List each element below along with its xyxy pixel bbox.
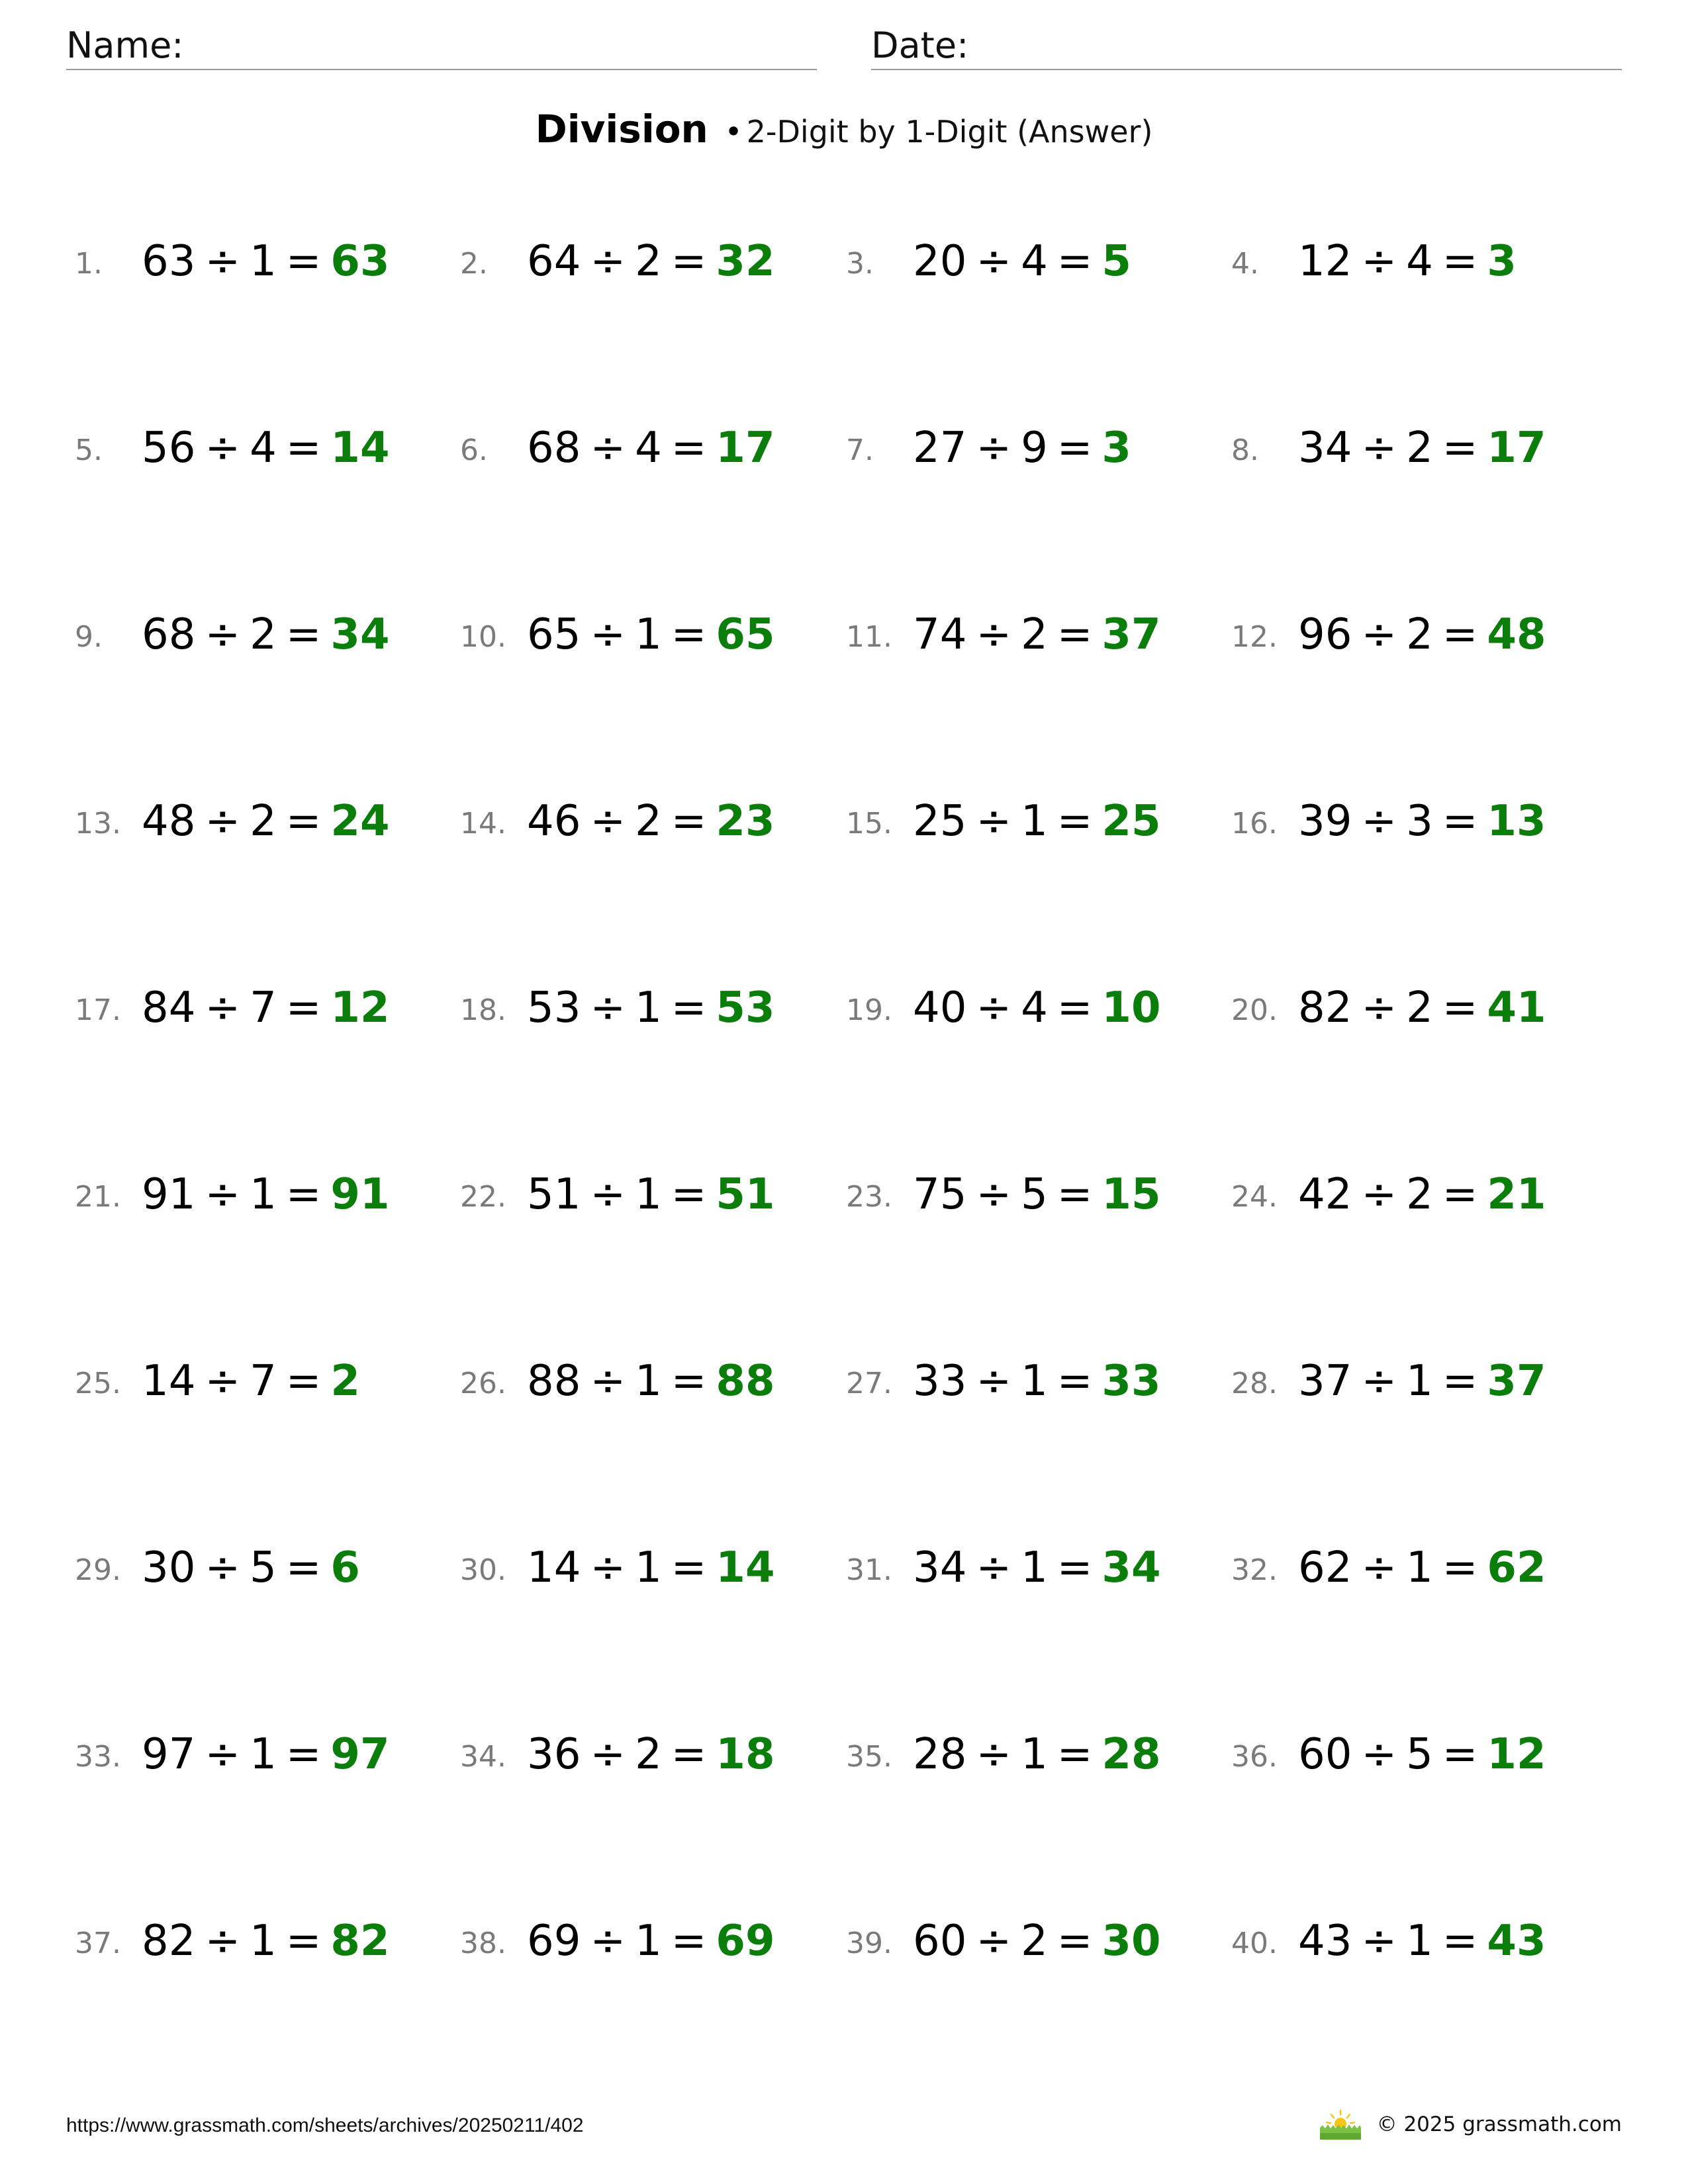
dividend: 96: [1298, 610, 1352, 659]
divisor: 1: [1021, 797, 1048, 846]
answer: 53: [716, 983, 775, 1032]
division-operator: ÷: [590, 1170, 626, 1219]
divisor: 1: [250, 1730, 277, 1779]
answer: 51: [716, 1170, 775, 1219]
problem-number: 40.: [1231, 1927, 1278, 1960]
problem-expression: [527, 795, 774, 848]
division-operator: ÷: [976, 1357, 1012, 1406]
divisor: 2: [250, 610, 277, 659]
problem-number: 19.: [846, 993, 892, 1027]
equals-sign: =: [285, 1170, 322, 1219]
division-operator: ÷: [590, 797, 626, 846]
equals-sign: =: [671, 1917, 707, 1966]
answer: 97: [330, 1730, 390, 1779]
division-operator: ÷: [205, 1543, 241, 1592]
dividend: 69: [527, 1917, 581, 1966]
division-operator: ÷: [205, 797, 241, 846]
problem-expression: [1298, 795, 1546, 848]
name-label: Name:: [66, 24, 184, 66]
dividend: 60: [913, 1917, 967, 1966]
dividend: 53: [527, 983, 581, 1032]
problem-number: 15.: [846, 807, 892, 841]
dividend: 27: [913, 424, 967, 473]
divisor: 2: [1406, 610, 1433, 659]
divisor: 1: [635, 983, 662, 1032]
division-operator: ÷: [976, 797, 1012, 846]
answer: 41: [1487, 983, 1546, 1032]
equals-sign: =: [1056, 1730, 1093, 1779]
dividend: 63: [142, 237, 196, 286]
dividend: 37: [1298, 1357, 1352, 1406]
date-field[interactable]: [871, 23, 1622, 70]
problem-number: 29.: [75, 1553, 121, 1587]
problem-expression: [913, 422, 1131, 475]
dividend: 64: [527, 237, 581, 286]
division-operator: ÷: [590, 237, 626, 286]
equals-sign: =: [1056, 1357, 1093, 1406]
title-subtitle: 2-Digit by 1-Digit (Answer): [746, 114, 1153, 150]
problem-number: 35.: [846, 1740, 892, 1774]
problem-number: 24.: [1231, 1180, 1278, 1214]
answer: 5: [1102, 237, 1131, 286]
problem-number: 32.: [1231, 1553, 1278, 1587]
division-operator: ÷: [205, 1170, 241, 1219]
problem-expression: [913, 795, 1160, 848]
answer: 69: [716, 1917, 775, 1966]
divisor: 3: [1406, 797, 1433, 846]
equals-sign: =: [1442, 983, 1478, 1032]
divisor: 7: [250, 1357, 277, 1406]
divisor: 2: [1406, 424, 1433, 473]
divisor: 1: [635, 1543, 662, 1592]
problem-expression: [142, 1915, 389, 1968]
divisor: 1: [635, 1357, 662, 1406]
division-operator: ÷: [590, 610, 626, 659]
divisor: 2: [1021, 1917, 1048, 1966]
problem-number: 30.: [460, 1553, 506, 1587]
problem-number: 33.: [75, 1740, 121, 1774]
dividend: 88: [527, 1357, 581, 1406]
division-operator: ÷: [590, 983, 626, 1032]
answer: 10: [1102, 983, 1161, 1032]
answer: 62: [1487, 1543, 1546, 1592]
divisor: 1: [635, 1917, 662, 1966]
answer: 3: [1487, 237, 1517, 286]
divisor: 1: [250, 1170, 277, 1219]
equals-sign: =: [285, 237, 322, 286]
answer: 30: [1102, 1917, 1161, 1966]
equals-sign: =: [671, 1543, 707, 1592]
title-main: Division: [535, 107, 708, 152]
answer: 3: [1102, 424, 1131, 473]
division-operator: ÷: [976, 424, 1012, 473]
dividend: 43: [1298, 1917, 1352, 1966]
dividend: 82: [142, 1917, 196, 1966]
divisor: 4: [1021, 983, 1048, 1032]
answer: 48: [1487, 610, 1546, 659]
problem-number: 3.: [846, 247, 874, 281]
divisor: 5: [1021, 1170, 1048, 1219]
answer: 2: [330, 1357, 360, 1406]
dividend: 20: [913, 237, 967, 286]
equals-sign: =: [1442, 1730, 1478, 1779]
problem-expression: [1298, 981, 1546, 1034]
divisor: 4: [635, 424, 662, 473]
equals-sign: =: [671, 1730, 707, 1779]
divisor: 4: [1021, 237, 1048, 286]
dividend: 42: [1298, 1170, 1352, 1219]
answer: 25: [1102, 797, 1161, 846]
problem-expression: [1298, 1915, 1546, 1968]
division-operator: ÷: [590, 1543, 626, 1592]
answer: 14: [330, 424, 390, 473]
divisor: 2: [635, 797, 662, 846]
division-operator: ÷: [1361, 237, 1397, 286]
equals-sign: =: [1056, 797, 1093, 846]
division-operator: ÷: [976, 1730, 1012, 1779]
dividend: 46: [527, 797, 581, 846]
problem-expression: [913, 1541, 1160, 1594]
equals-sign: =: [671, 1170, 707, 1219]
division-operator: ÷: [976, 1917, 1012, 1966]
problem-number: 31.: [846, 1553, 892, 1587]
answer: 14: [716, 1543, 775, 1592]
dividend: 62: [1298, 1543, 1352, 1592]
division-operator: ÷: [205, 983, 241, 1032]
problem-expression: [1298, 422, 1546, 475]
division-operator: ÷: [1361, 1357, 1397, 1406]
divisor: 1: [1406, 1917, 1433, 1966]
dividend: 97: [142, 1730, 196, 1779]
problem-number: 39.: [846, 1927, 892, 1960]
divisor: 2: [1406, 1170, 1433, 1219]
dividend: 75: [913, 1170, 967, 1219]
equals-sign: =: [1056, 237, 1093, 286]
dividend: 14: [142, 1357, 196, 1406]
equals-sign: =: [1056, 1170, 1093, 1219]
divisor: 1: [1021, 1730, 1048, 1779]
answer: 34: [330, 610, 390, 659]
division-operator: ÷: [1361, 983, 1397, 1032]
equals-sign: =: [285, 424, 322, 473]
divisor: 1: [1021, 1357, 1048, 1406]
answer: 12: [330, 983, 390, 1032]
answer: 33: [1102, 1357, 1161, 1406]
problem-number: 18.: [460, 993, 506, 1027]
dividend: 34: [913, 1543, 967, 1592]
dividend: 14: [527, 1543, 581, 1592]
problem-expression: [913, 235, 1131, 288]
problem-number: 4.: [1231, 247, 1259, 281]
problem-expression: [142, 422, 389, 475]
equals-sign: =: [285, 1917, 322, 1966]
equals-sign: =: [1442, 237, 1478, 286]
problem-number: 13.: [75, 807, 121, 841]
problem-number: 14.: [460, 807, 506, 841]
problem-number: 9.: [75, 620, 103, 654]
problem-expression: [913, 1915, 1160, 1968]
equals-sign: =: [1442, 797, 1478, 846]
worksheet-title: [0, 106, 1688, 155]
problem-number: 7.: [846, 433, 874, 467]
answer: 17: [1487, 424, 1546, 473]
division-operator: ÷: [590, 1730, 626, 1779]
answer: 82: [330, 1917, 390, 1966]
problem-number: 5.: [75, 433, 103, 467]
division-operator: ÷: [1361, 1170, 1397, 1219]
divisor: 4: [1406, 237, 1433, 286]
equals-sign: =: [671, 610, 707, 659]
equals-sign: =: [1056, 1917, 1093, 1966]
equals-sign: =: [285, 1357, 322, 1406]
problem-expression: [527, 1168, 774, 1221]
problem-expression: [142, 1728, 389, 1781]
dividend: 34: [1298, 424, 1352, 473]
problem-number: 34.: [460, 1740, 506, 1774]
equals-sign: =: [285, 1730, 322, 1779]
answer: 23: [716, 797, 775, 846]
answer: 32: [716, 237, 775, 286]
dividend: 28: [913, 1730, 967, 1779]
problem-number: 21.: [75, 1180, 121, 1214]
division-operator: ÷: [590, 1917, 626, 1966]
divisor: 1: [250, 1917, 277, 1966]
equals-sign: =: [1056, 610, 1093, 659]
problem-expression: [1298, 1541, 1546, 1594]
problem-expression: [913, 1728, 1160, 1781]
dividend: 48: [142, 797, 196, 846]
equals-sign: =: [285, 610, 322, 659]
answer: 12: [1487, 1730, 1546, 1779]
problem-number: 8.: [1231, 433, 1259, 467]
date-label: Date:: [871, 24, 969, 66]
divisor: 2: [1021, 610, 1048, 659]
dividend: 68: [527, 424, 581, 473]
equals-sign: =: [1442, 1917, 1478, 1966]
equals-sign: =: [1442, 1357, 1478, 1406]
dividend: 68: [142, 610, 196, 659]
problem-expression: [527, 608, 774, 661]
problem-expression: [142, 1168, 389, 1221]
dividend: 12: [1298, 237, 1352, 286]
problem-number: 25.: [75, 1367, 121, 1400]
division-operator: ÷: [1361, 797, 1397, 846]
answer: 65: [716, 610, 775, 659]
problem-number: 27.: [846, 1367, 892, 1400]
answer: 63: [330, 237, 390, 286]
division-operator: ÷: [976, 983, 1012, 1032]
problem-expression: [142, 981, 389, 1034]
equals-sign: =: [1442, 424, 1478, 473]
answer: 6: [330, 1543, 360, 1592]
equals-sign: =: [1056, 1543, 1093, 1592]
equals-sign: =: [671, 797, 707, 846]
answer: 24: [330, 797, 390, 846]
problem-number: 1.: [75, 247, 103, 281]
dividend: 60: [1298, 1730, 1352, 1779]
dividend: 65: [527, 610, 581, 659]
equals-sign: =: [1056, 983, 1093, 1032]
division-operator: ÷: [205, 1917, 241, 1966]
problem-number: 2.: [460, 247, 488, 281]
answer: 28: [1102, 1730, 1161, 1779]
divisor: 1: [635, 610, 662, 659]
answer: 88: [716, 1357, 775, 1406]
divisor: 4: [250, 424, 277, 473]
problem-number: 37.: [75, 1927, 121, 1960]
divisor: 1: [1021, 1543, 1048, 1592]
dividend: 25: [913, 797, 967, 846]
dividend: 51: [527, 1170, 581, 1219]
problem-expression: [527, 1728, 774, 1781]
problem-expression: [1298, 1355, 1546, 1408]
problem-expression: [142, 795, 389, 848]
dividend: 36: [527, 1730, 581, 1779]
title-separator: •: [724, 114, 743, 150]
equals-sign: =: [671, 237, 707, 286]
answer: 17: [716, 424, 775, 473]
divisor: 5: [250, 1543, 277, 1592]
dividend: 33: [913, 1357, 967, 1406]
divisor: 2: [635, 237, 662, 286]
divisor: 2: [1406, 983, 1433, 1032]
footer-brand: [1319, 2105, 1622, 2144]
divisor: 1: [635, 1170, 662, 1219]
divisor: 7: [250, 983, 277, 1032]
answer: 15: [1102, 1170, 1161, 1219]
problem-expression: [913, 608, 1160, 661]
dividend: 40: [913, 983, 967, 1032]
dividend: 39: [1298, 797, 1352, 846]
problem-number: 23.: [846, 1180, 892, 1214]
problem-expression: [913, 1355, 1160, 1408]
equals-sign: =: [285, 797, 322, 846]
dividend: 91: [142, 1170, 196, 1219]
answer: 34: [1102, 1543, 1161, 1592]
problem-expression: [527, 235, 774, 288]
division-operator: ÷: [976, 237, 1012, 286]
name-field[interactable]: [66, 23, 817, 70]
division-operator: ÷: [590, 424, 626, 473]
problem-number: 16.: [1231, 807, 1278, 841]
divisor: 5: [1406, 1730, 1433, 1779]
problem-expression: [142, 1355, 360, 1408]
divisor: 1: [1406, 1543, 1433, 1592]
problem-expression: [527, 1915, 774, 1968]
problem-number: 26.: [460, 1367, 506, 1400]
problem-expression: [142, 235, 389, 288]
answer: 37: [1102, 610, 1161, 659]
equals-sign: =: [671, 424, 707, 473]
problem-expression: [1298, 608, 1546, 661]
problem-number: 12.: [1231, 620, 1278, 654]
dividend: 56: [142, 424, 196, 473]
footer-url: https://www.grassmath.com/sheets/archives/20250211/402: [66, 2115, 584, 2136]
problem-expression: [142, 608, 389, 661]
equals-sign: =: [1442, 1170, 1478, 1219]
division-operator: ÷: [205, 424, 241, 473]
division-operator: ÷: [1361, 1730, 1397, 1779]
dividend: 74: [913, 610, 967, 659]
problem-number: 36.: [1231, 1740, 1278, 1774]
answer: 21: [1487, 1170, 1546, 1219]
problem-number: 38.: [460, 1927, 506, 1960]
division-operator: ÷: [1361, 1917, 1397, 1966]
problem-expression: [527, 1541, 774, 1594]
problem-number: 11.: [846, 620, 892, 654]
division-operator: ÷: [976, 1170, 1012, 1219]
division-operator: ÷: [205, 237, 241, 286]
dividend: 30: [142, 1543, 196, 1592]
division-operator: ÷: [1361, 424, 1397, 473]
equals-sign: =: [1442, 1543, 1478, 1592]
division-operator: ÷: [205, 1730, 241, 1779]
problem-expression: [1298, 1728, 1546, 1781]
division-operator: ÷: [590, 1357, 626, 1406]
divisor: 9: [1021, 424, 1048, 473]
problem-expression: [1298, 235, 1517, 288]
grass-sun-logo-icon: [1319, 2108, 1362, 2141]
answer: 43: [1487, 1917, 1546, 1966]
equals-sign: =: [1442, 610, 1478, 659]
copyright-text: © 2025 grassmath.com: [1376, 2113, 1622, 2136]
answer: 18: [716, 1730, 775, 1779]
equals-sign: =: [285, 983, 322, 1032]
division-operator: ÷: [205, 610, 241, 659]
problem-number: 6.: [460, 433, 488, 467]
problem-number: 28.: [1231, 1367, 1278, 1400]
problem-expression: [1298, 1168, 1546, 1221]
problem-expression: [913, 981, 1160, 1034]
equals-sign: =: [1056, 424, 1093, 473]
problem-number: 17.: [75, 993, 121, 1027]
divisor: 2: [250, 797, 277, 846]
problem-expression: [142, 1541, 360, 1594]
problem-expression: [527, 422, 774, 475]
answer: 13: [1487, 797, 1546, 846]
division-operator: ÷: [976, 1543, 1012, 1592]
dividend: 84: [142, 983, 196, 1032]
problem-expression: [527, 1355, 774, 1408]
problem-number: 22.: [460, 1180, 506, 1214]
dividend: 82: [1298, 983, 1352, 1032]
division-operator: ÷: [976, 610, 1012, 659]
equals-sign: =: [671, 983, 707, 1032]
divisor: 2: [635, 1730, 662, 1779]
answer: 37: [1487, 1357, 1546, 1406]
equals-sign: =: [285, 1543, 322, 1592]
problem-expression: [527, 981, 774, 1034]
equals-sign: =: [671, 1357, 707, 1406]
problem-expression: [913, 1168, 1160, 1221]
division-operator: ÷: [1361, 610, 1397, 659]
answer: 91: [330, 1170, 390, 1219]
divisor: 1: [1406, 1357, 1433, 1406]
problem-number: 20.: [1231, 993, 1278, 1027]
divisor: 1: [250, 237, 277, 286]
division-operator: ÷: [205, 1357, 241, 1406]
problem-number: 10.: [460, 620, 506, 654]
division-operator: ÷: [1361, 1543, 1397, 1592]
